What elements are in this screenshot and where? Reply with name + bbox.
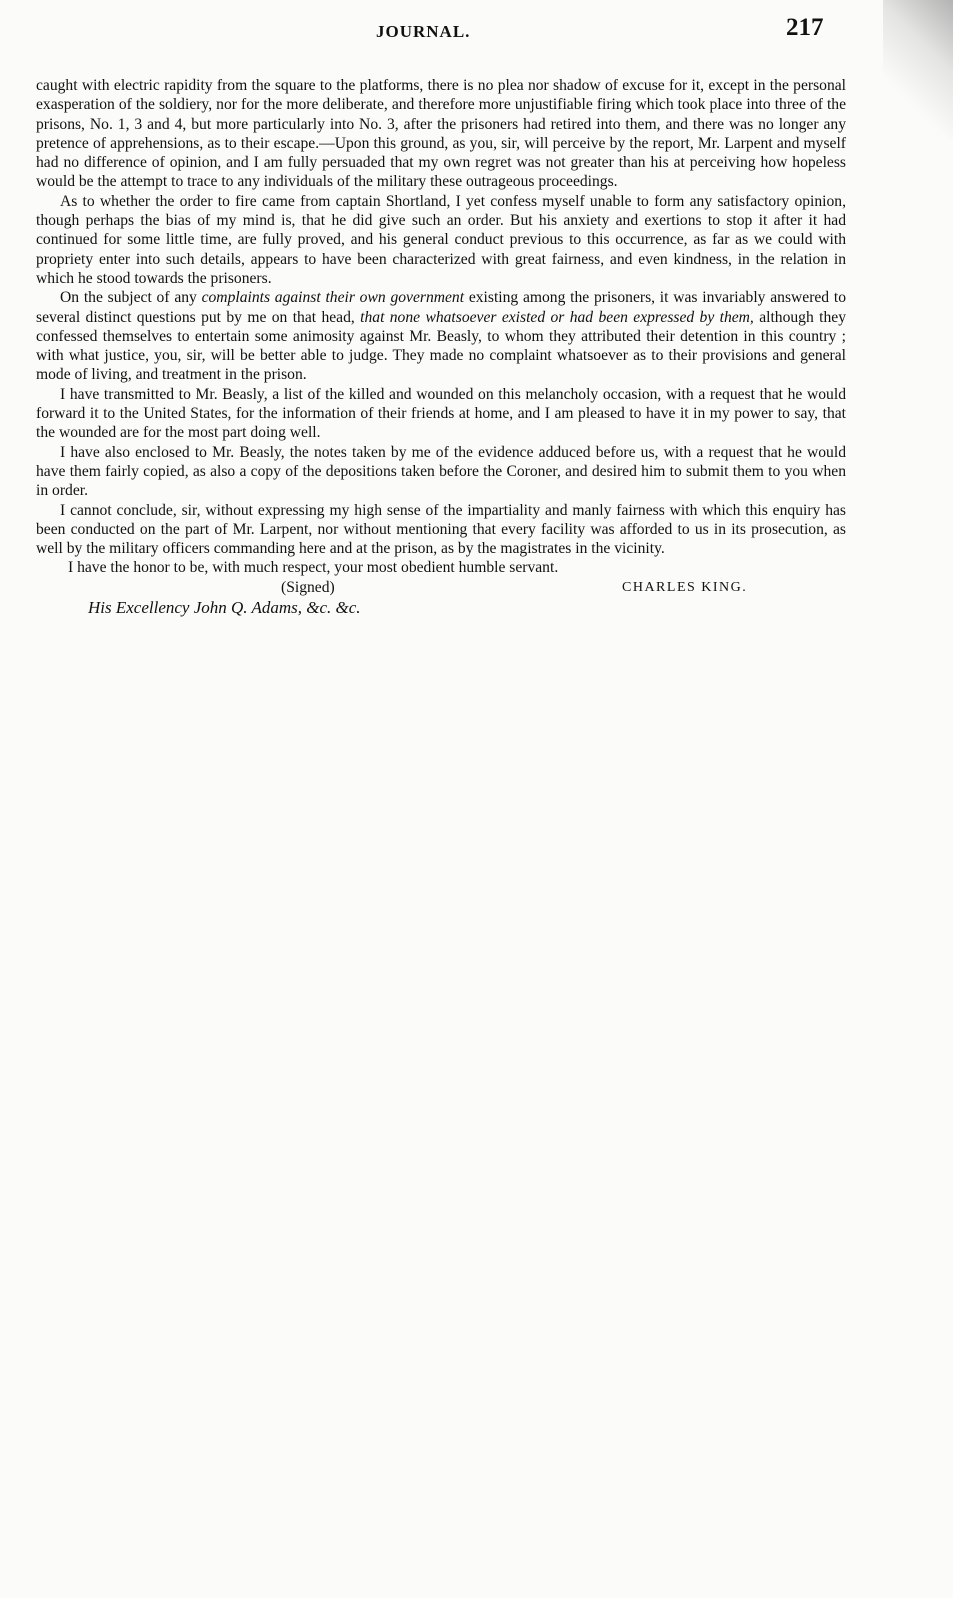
paragraph-3-part-c: although they confessed themselves to entertain some animosity against Mr. Beasly, to whom they attributed their detention in this country ; with what justice, you, sir, will be better able to judge. They made no complaint whatsoever as to their provisions and general mode of living, and treatment in the prison. <box>36 308 846 384</box>
page-edge-shadow <box>883 0 953 140</box>
signed-label: (Signed) <box>281 578 335 596</box>
paragraph-3-part-a: On the subject of any <box>60 289 202 307</box>
paragraph-2: As to whether the order to fire came from captain Shortland, I yet confess myself unable to form any satisfactory opinion, though perhaps the bias of my mind is, that he did give such an order. But his anxiety and exertions to stop it after it had continued for some little time, are fully proved, and his general conduct previous to this occurrence, as far as we could with propriety enter into such details, appears to have been characterized with great fairness, and even kindness, in the relation in which he stood towards the prisoners. <box>36 192 846 287</box>
signature-line <box>36 578 846 598</box>
paragraph-4: I have transmitted to Mr. Beasly, a list of the killed and wounded on this melancholy occasion, with a request that he would forward it to the United States, for the information of their friends at home, and I am pleased to have it in my power to say, that the wounded are for the most part doing well. <box>36 385 846 442</box>
letter-body <box>36 76 846 617</box>
signer-name: CHARLES KING. <box>622 579 748 595</box>
page-number: 217 <box>786 14 824 41</box>
paragraph-3 <box>36 288 846 384</box>
paragraph-1: caught with electric rapidity from the square to the platforms, there is no plea nor shadow of excuse for it, except in the personal exasperation of the soldiery, nor for the more deliberate, and therefore more unjustifiable firing which took place into three of the prisons, No. 1, 3 and 4, but more particularly into No. 3, after the prisoners had retired into them, and there was no longer any pretence of apprehensions, as to their escape.—Upon this ground, as you, sir, will perceive by the report, Mr. Larpent and myself had no difference of opinion, and I am fully persuaded that my own regret was not greater than his at perceiving how hopeless would be the attempt to trace to any individuals of the military these outrageous proceedings. <box>36 77 846 191</box>
paragraph-5: I have also enclosed to Mr. Beasly, the notes taken by me of the evidence adduced before us, with a request that he would have them fairly copied, as also a copy of the depositions taken before the Coroner, and desired him to submit them to you when in order. <box>36 443 846 500</box>
paragraph-3-part-b: existing among the prisoners, it was invariably answered to several distinct questions put by me on that head, <box>36 289 846 326</box>
closing-salutation: I have the honor to be, with much respect, your most obedient humble servant. <box>68 559 559 577</box>
running-head: JOURNAL. <box>376 22 471 41</box>
addressee: His Excellency John Q. Adams, &c. &c. <box>88 597 361 617</box>
paragraph-3-italic-1: complaints against their own government <box>201 289 465 307</box>
paragraph-6: I cannot conclude, sir, without expressing my high sense of the impartiality and manly fairness with which this enquiry has been conducted on the part of Mr. Larpent, nor without mentioning that every facility was afforded to us in its prosecution, as well by the military officers commanding here and at the prison, as by the magistrates in the vicinity. <box>36 501 846 558</box>
paragraph-3-italic-2: that none whatsoever existed or had been expressed by them, <box>360 308 754 326</box>
